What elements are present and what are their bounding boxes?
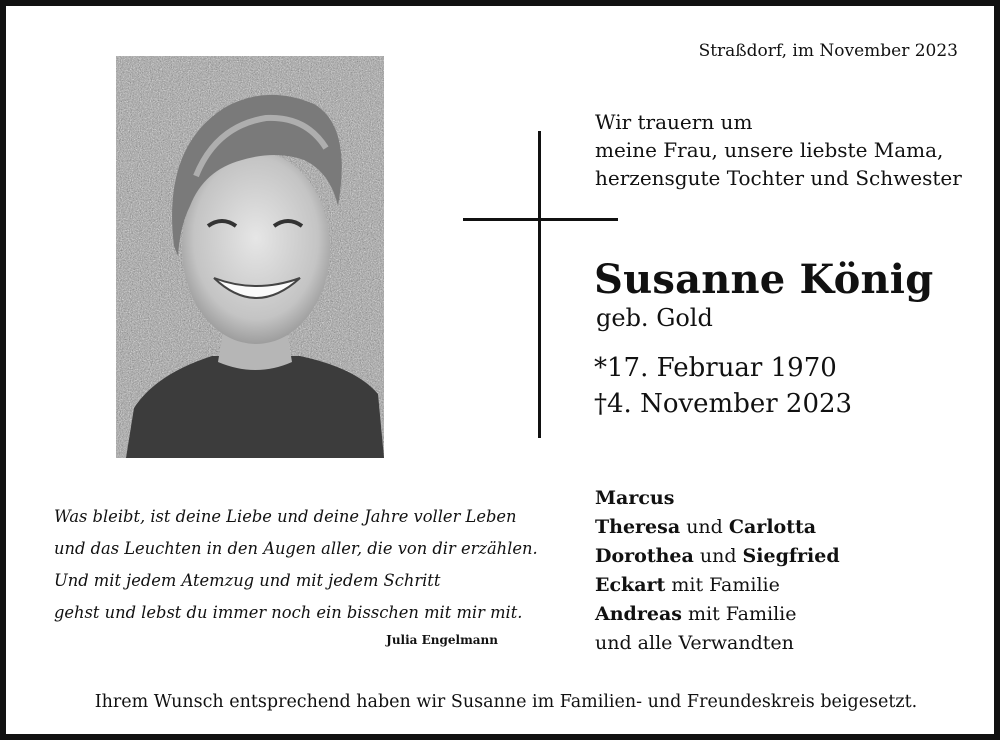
mourner-line — [595, 629, 840, 658]
death-date: 4. November 2023 — [607, 389, 853, 419]
mourner-name: Theresa — [595, 516, 681, 538]
mourners-list — [595, 484, 840, 658]
cross-symbol-horizontal — [463, 218, 618, 221]
birth-date: 17. Februar 1970 — [607, 353, 837, 383]
mourner-line — [595, 513, 840, 542]
mourner-suffix: mit Familie — [665, 574, 780, 596]
deceased-name: Susanne König — [594, 256, 934, 303]
poem — [54, 501, 538, 629]
mourner-suffix: und alle Verwandten — [595, 632, 794, 654]
death-date-line — [594, 386, 852, 422]
intro-line: meine Frau, unsere liebste Mama, — [595, 138, 944, 162]
mourner-line — [595, 542, 840, 571]
mourner-name: Siegfried — [742, 545, 840, 567]
cross-symbol-vertical — [538, 131, 541, 438]
mourner-name: Andreas — [595, 603, 682, 625]
star-icon: * — [594, 353, 607, 383]
conjunction: und — [680, 516, 729, 538]
portrait-photo — [116, 56, 384, 458]
intro-line: herzensgute Tochter und Schwester — [595, 166, 962, 190]
intro-line: Wir trauern um — [595, 110, 753, 134]
mourner-name: Carlotta — [728, 516, 817, 538]
mourner-line — [595, 484, 840, 513]
birth-name: geb. Gold — [596, 304, 713, 332]
life-dates — [594, 350, 852, 422]
poem-author: Julia Engelmann — [386, 633, 498, 647]
mourner-suffix: mit Familie — [681, 603, 797, 625]
conjunction: und — [693, 545, 743, 567]
birth-date-line — [594, 350, 852, 386]
mourner-name: Eckart — [595, 574, 666, 596]
mourner-line — [595, 571, 840, 600]
burial-note: Ihrem Wunsch entsprechend haben wir Susanne im Familien- und Freundeskreis beigesetzt. — [94, 692, 918, 712]
mourner-line — [595, 600, 840, 629]
poem-line: und das Leuchten in den Augen aller, die von dir erzählen. — [54, 539, 538, 558]
dagger-icon: † — [594, 389, 607, 419]
poem-line: Und mit jedem Atemzug und mit jedem Schritt — [54, 571, 441, 590]
mourning-intro — [595, 108, 962, 192]
mourner-name: Marcus — [595, 487, 675, 509]
poem-line: gehst und lebst du immer noch ein bisschen mit mir mit. — [54, 603, 523, 622]
poem-line: Was bleibt, ist deine Liebe und deine Jahre voller Leben — [54, 507, 517, 526]
place-date: Straßdorf, im November 2023 — [698, 41, 958, 61]
mourner-name: Dorothea — [595, 545, 694, 567]
